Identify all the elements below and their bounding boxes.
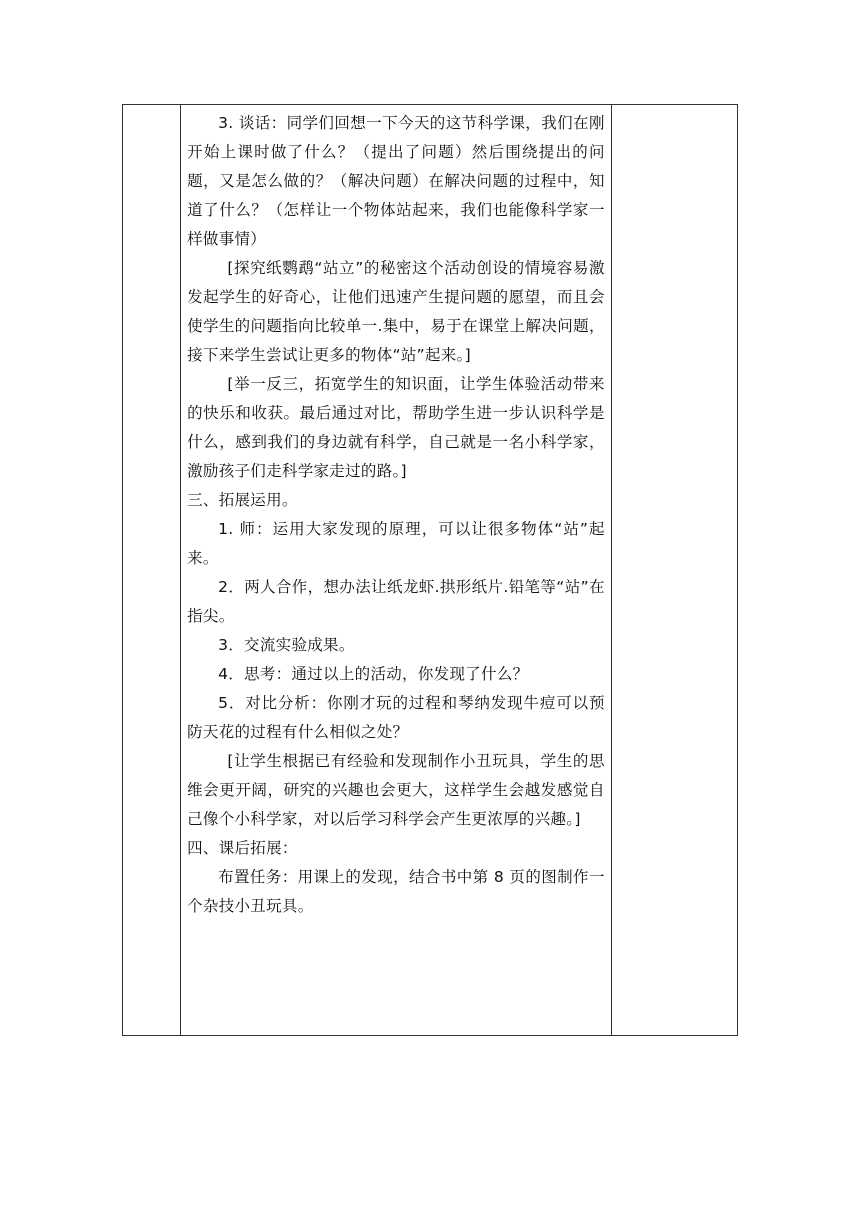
lesson-table [122, 104, 738, 1036]
lesson-content [181, 105, 611, 921]
paragraph-homework-task: 布置任务：用课上的发现，结合书中第 8 页的图制作一个杂技小丑玩具。 [187, 868, 605, 915]
table-row [123, 105, 738, 1036]
right-column-cell [611, 105, 737, 1036]
left-column-cell [123, 105, 181, 1036]
paragraph-step-3: 3．交流实验成果。 [218, 636, 355, 654]
main-content-cell [181, 105, 612, 1036]
paragraph-step-1: 1. 师：运用大家发现的原理，可以让很多物体“站”起来。 [187, 520, 605, 567]
paragraph-design-note-3: [让学生根据已有经验和发现制作小丑玩具，学生的思维会更开阔，研究的兴趣也会更大，这样学生会越发感觉自己像个小科学家，对以后学习科学会产生更浓厚的兴趣。] [187, 752, 605, 828]
section-heading-extension: 三、拓展运用。 [187, 491, 298, 509]
paragraph-step-4: 4．思考：通过以上的活动，你发现了什么？ [218, 665, 529, 683]
paragraph-design-note-2: [举一反三，拓宽学生的知识面，让学生体验活动带来的快乐和收获。最后通过对比，帮助学生进一步认识科学是什么，感到我们的身边就有科学，自己就是一名小科学家，激励孩子们走科学家走过的路。] [187, 375, 605, 480]
paragraph-step-2: 2．两人合作，想办法让纸龙虾.拱形纸片.铅笔等“站”在指尖。 [187, 578, 605, 625]
paragraph-step-5: 5．对比分析：你刚才玩的过程和琴纳发现牛痘可以预防天花的过程有什么相似之处？ [187, 694, 605, 741]
section-heading-homework: 四、课后拓展： [187, 839, 298, 857]
paragraph-talk: 3. 谈话：同学们回想一下今天的这节科学课，我们在刚开始上课时做了什么？（提出了问题）然后围绕提出的问题，又是怎么做的？（解决问题）在解决问题的过程中，知道了什么？（怎样让一个物体站起来，我们也能像科学家一样做事情） [187, 114, 605, 248]
paragraph-design-note-1: [探究纸鹦鹉“站立”的秘密这个活动创设的情境容易激发起学生的好奇心，让他们迅速产生提问题的愿望，而且会使学生的问题指向比较单一.集中，易于在课堂上解决问题，接下来学生尝试让更多的物体“站”起来。] [187, 259, 605, 364]
